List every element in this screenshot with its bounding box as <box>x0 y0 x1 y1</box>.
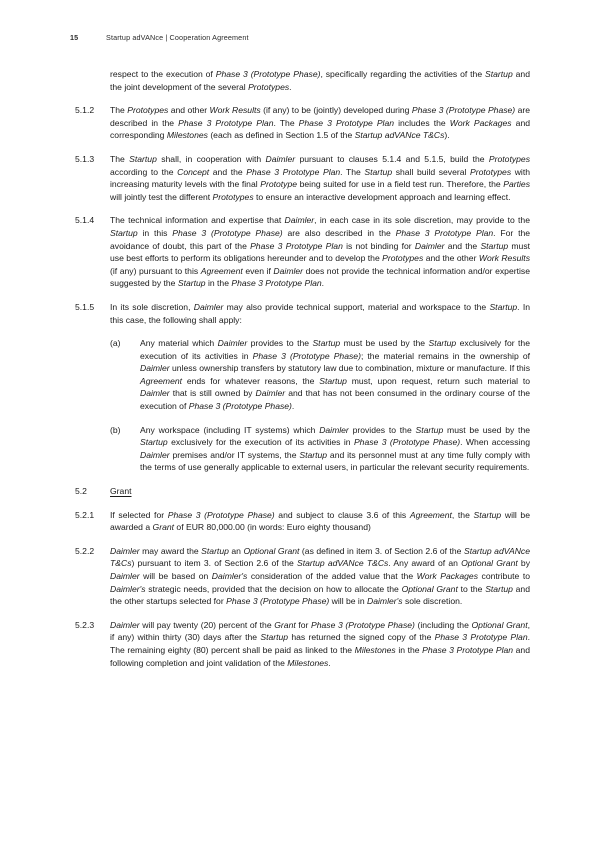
clause-text: The Prototypes and other Work Results (if any) to be (jointly) developed during Phase 3 (Prototype Phase) are described in the Phase 3 Prototype Plan. The Phase 3 Prototype Plan includes the Work Packages and corresponding Milestones (each as defined in Section 1.5 of the Startup adVANce T&Cs). <box>110 105 531 141</box>
clause-number: 5.2.3 <box>75 619 95 630</box>
sub-clause <box>110 337 530 413</box>
sub-clause-text: Any material which Daimler provides to the Startup must be used by the Startup exclusively for the execution of its activities in Phase 3 (Prototype Phase); the material remains in the ownership of Daimler unless ownership transfers by statutory law due to combination, mixture or manufacture. If this Agreement ends for whatever reasons, the Startup must, upon request, return such material to Daimler that is still owned by Daimler and that has not been consumed in the ordinary course of the execution of Phase 3 (Prototype Phase). <box>140 338 530 412</box>
clause-text: The Startup shall, in cooperation with Daimler pursuant to clauses 5.1.4 and 5.1.5, build the Prototypes according to the Concept and the Phase 3 Prototype Plan. The Startup shall build several Prototypes with increasing maturity levels with the final Prototype being suited for use in a field test run. Therefore, the Parties will jointly test the different Prototypes to ensure an interactive development approach and learning effect. <box>110 153 531 202</box>
sub-clause-number: (a) <box>110 338 121 349</box>
clause-continuation-paragraph: respect to the execution of Phase 3 (Prototype Phase), specifically regarding the activities of the Startup and the joint development of the several Prototypes. <box>110 69 530 92</box>
page-number: 15 <box>70 33 79 42</box>
sub-clause-number: (b) <box>110 424 121 435</box>
clause <box>75 104 530 142</box>
clause <box>75 545 530 608</box>
clause-text: The technical information and expertise that Daimler, in each case in its sole discretion, may provide to the Startup in this Phase 3 (Prototype Phase) are also described in the Phase 3 Prototype Plan. For the avoidance of doubt, this part of the Phase 3 Prototype Plan is not binding for Daimler and the Startup must use best efforts to perform its obligations hereunder and to develop the Prototypes and the other Work Results (if any) pursuant to this Agreement even if Daimler does not provide the technical information and/or expertise suggested by the Startup in the Phase 3 Prototype Plan. <box>110 215 531 289</box>
clause-text: Daimler may award the Startup an Optional Grant (as defined in item 3. of Section 2.6 of the Startup adVANce T&Cs) pursuant to item 3. of Section 2.6 of the Startup adVANce T&Cs. Any award of an Optional Grant by Daimler will be based on Daimler's consideration of the added value that the Work Packages contribute to Daimler's strategic needs, provided that the decision on how to allocate the Optional Grant to the Startup and the other startups selected for Phase 3 (Prototype Phase) will be in Daimler's sole discretion. <box>110 545 530 607</box>
clause-number: 5.1.4 <box>75 215 95 226</box>
clause-text: Daimler will pay twenty (20) percent of the Grant for Phase 3 (Prototype Phase) (including the Optional Grant, if any) within thirty (30) days after the Startup has returned the signed copy of the Phase 3 Prototype Plan. The remaining eighty (80) percent shall be paid as linked to the Milestones in the Phase 3 Prototype Plan and following completion and joint validation of the Milestones. <box>110 619 530 668</box>
clause-text: In its sole discretion, Daimler may also provide technical support, material and workspace to the Startup. In this case, the following shall apply: <box>110 301 530 325</box>
running-header <box>70 33 540 42</box>
clause-number: 5.1.3 <box>75 153 95 164</box>
clause-number: 5.2.2 <box>75 545 95 556</box>
header-title: Startup adVANce | Cooperation Agreement <box>106 33 249 42</box>
clause <box>75 301 530 326</box>
clause <box>75 619 530 669</box>
clause-number: 5.1.2 <box>75 105 95 116</box>
clause <box>75 153 530 203</box>
clause <box>75 214 530 290</box>
sub-clause-text: Any workspace (including IT systems) which Daimler provides to the Startup must be used by the Startup exclusively for the execution of its activities in Phase 3 (Prototype Phase). When accessing Daimler premises and/or IT systems, the Startup and its personnel must at any time fully comply with the terms of use generally applicable to external users, in particular the relevant security requirements. <box>140 424 531 473</box>
section-heading-text: Grant <box>110 486 132 497</box>
document-body <box>75 68 530 680</box>
sub-clause <box>110 424 530 474</box>
clause-number: 5.2.1 <box>75 509 95 520</box>
clause <box>75 509 530 534</box>
section-heading-number: 5.2 <box>75 486 87 497</box>
clause-number: 5.1.5 <box>75 301 95 312</box>
section-heading <box>75 485 530 498</box>
clause-text: If selected for Phase 3 (Prototype Phase) and subject to clause 3.6 of this Agreement, the Startup will be awarded a Grant of EUR 80,000.00 (in words: Euro eighty thousand) <box>110 509 530 533</box>
